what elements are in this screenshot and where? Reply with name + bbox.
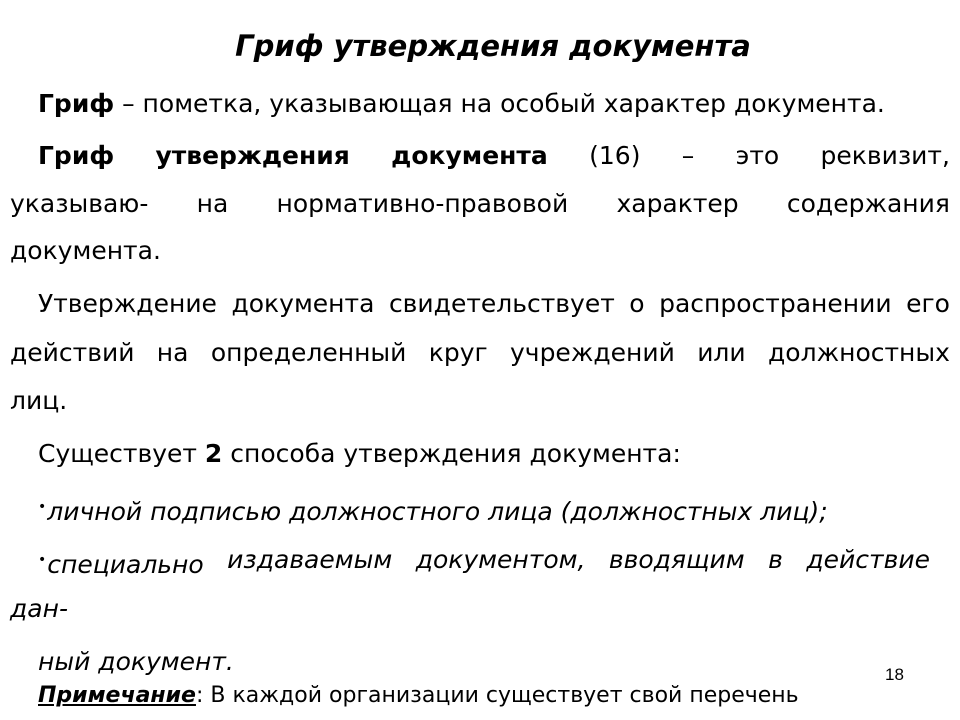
method-item-2-word: документом, xyxy=(415,545,586,574)
approval-meaning-word: распространении xyxy=(659,289,892,318)
approval-definition-word: на xyxy=(196,189,229,218)
approval-meaning-word: свидетельствует xyxy=(388,289,615,318)
method-item-2-word: вводящим xyxy=(608,545,745,574)
note-colon: : xyxy=(195,683,204,708)
approval-definition-word: содержания xyxy=(786,189,950,218)
approval-definition-word: указываю- xyxy=(10,189,149,218)
approval-meaning-word: его xyxy=(906,289,950,318)
approval-definition-word: (16) xyxy=(589,141,641,170)
approval-meaning-word: определенный xyxy=(210,338,407,367)
method-item-1-text: личной подписью должностного лица (должностных лиц); xyxy=(47,497,828,526)
method-list-item-2-line-2: дан- xyxy=(10,594,68,623)
paragraph-approval-meaning-line-1 xyxy=(38,287,950,321)
approval-term-word: утверждения xyxy=(155,141,350,170)
approval-meaning-word: учреждений xyxy=(510,338,675,367)
method-list-item-2-line-1 xyxy=(38,543,930,582)
method-item-2-word: издаваемым xyxy=(227,545,393,574)
paragraph-approval-definition-line-2 xyxy=(10,187,950,221)
approval-definition-word: реквизит, xyxy=(820,141,950,170)
methods-intro-after: способа утверждения документа: xyxy=(222,439,681,468)
method-list-item-2-line-3: ный документ. xyxy=(38,647,234,676)
paragraph-approval-meaning-line-2 xyxy=(10,336,950,370)
approval-term-word: документа xyxy=(391,141,548,170)
approval-meaning-word: документа xyxy=(231,289,375,318)
note-text: В каждой организации существует свой перечень xyxy=(203,683,799,708)
grif-definition-text: – пометка, указывающая на особый характер документа. xyxy=(114,89,885,118)
approval-meaning-word: о xyxy=(629,289,645,318)
method-item-2-word: действие xyxy=(806,545,930,574)
approval-definition-word: нормативно-правовой xyxy=(276,189,569,218)
approval-meaning-word: на xyxy=(156,338,189,367)
page-number: 18 xyxy=(885,665,904,684)
bullet-icon: • xyxy=(38,499,47,515)
approval-meaning-word: действий xyxy=(10,338,135,367)
paragraph-approval-definition-line-3: документа. xyxy=(10,236,161,265)
approval-meaning-word: должностных xyxy=(768,338,950,367)
approval-term-word: Гриф xyxy=(38,141,115,170)
methods-count: 2 xyxy=(204,439,223,468)
approval-definition-word: характер xyxy=(616,189,739,218)
approval-meaning-word: или xyxy=(697,338,746,367)
approval-definition-word: – xyxy=(681,141,695,170)
methods-intro-before: Существует xyxy=(38,439,205,468)
method-item-2-word: •специально xyxy=(38,543,204,582)
paragraph-grif-definition xyxy=(38,87,885,121)
approval-meaning-word: Утверждение xyxy=(38,289,217,318)
method-list-item-1 xyxy=(38,490,828,529)
page-title: Гриф утверждения документа xyxy=(235,29,751,63)
term-grif: Гриф xyxy=(38,89,115,118)
methods-intro xyxy=(38,437,681,471)
approval-definition-word: это xyxy=(735,141,780,170)
method-item-2-word: в xyxy=(768,545,783,574)
paragraph-approval-meaning-line-3: лиц. xyxy=(10,386,68,415)
bullet-icon: • xyxy=(38,552,47,568)
paragraph-approval-definition-line-1 xyxy=(38,139,950,173)
approval-meaning-word: круг xyxy=(428,338,488,367)
note xyxy=(38,681,799,711)
note-label: Примечание xyxy=(38,683,196,708)
